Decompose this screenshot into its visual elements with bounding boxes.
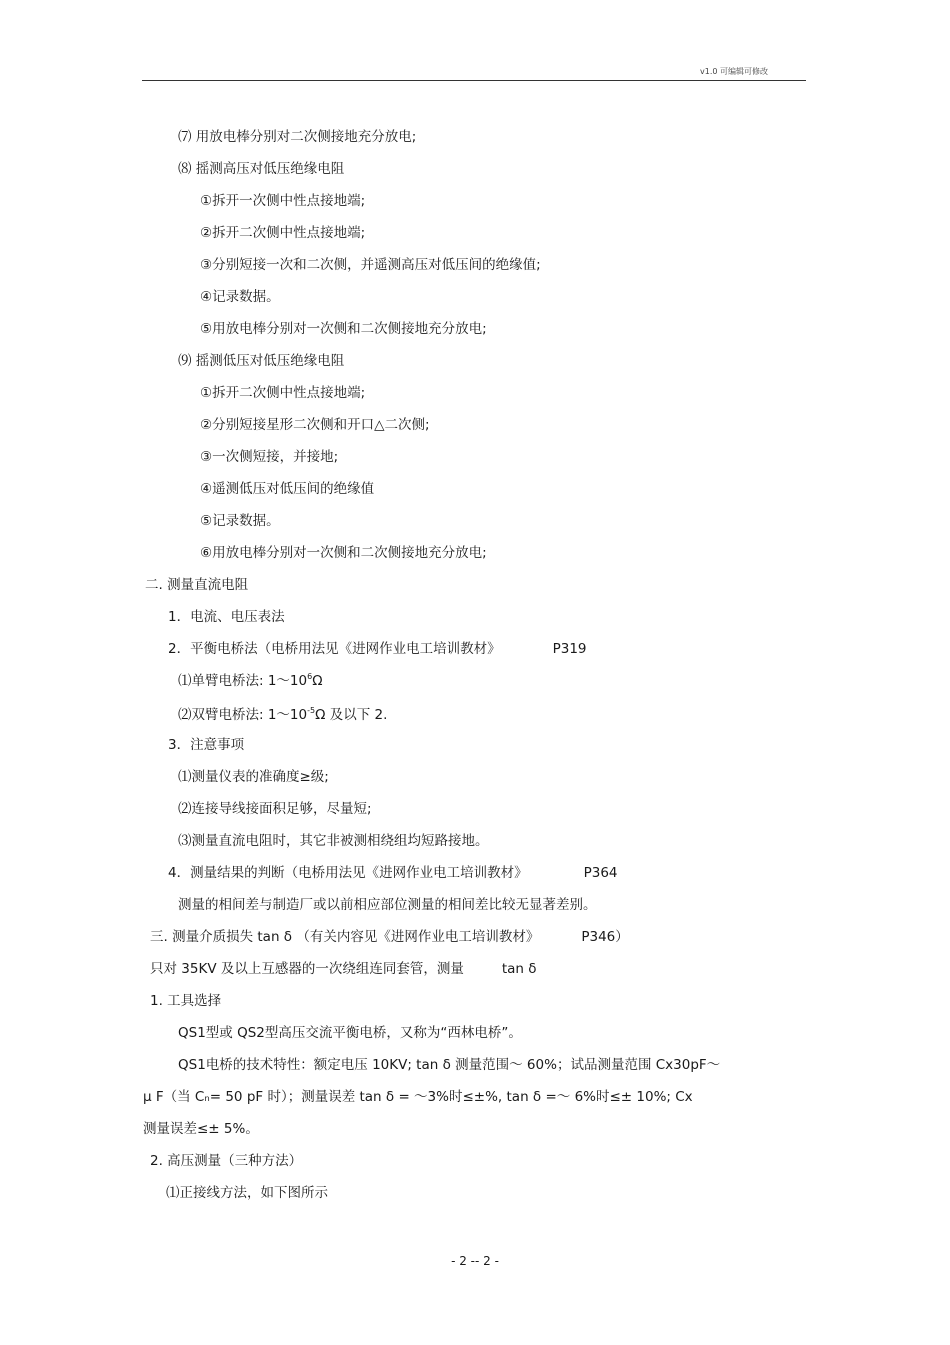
single-arm-text: ⑴单臂电桥法: 1～10 [178, 673, 308, 689]
section-3-scope [150, 960, 537, 978]
exponent: -5 [307, 706, 316, 715]
section-2-item [168, 864, 618, 882]
step-8-item: ④记录数据。 [200, 289, 280, 305]
unit: Ω [312, 673, 323, 689]
step-8-item: ②拆开二次侧中性点接地端; [200, 225, 366, 241]
note-item: ⑵连接导线接面积足够，尽量短; [178, 801, 372, 817]
page-number: - 2 -- 2 - [451, 1254, 499, 1268]
tan-delta: tan δ [501, 961, 537, 977]
double-arm-text: ⑵双臂电桥法: 1～10 [178, 707, 308, 723]
note-item: ⑴测量仪表的准确度≥级; [178, 769, 329, 785]
section-2-heading: 二. 测量直流电阻 [145, 577, 249, 593]
step-7: ⑺ 用放电棒分别对二次侧接地充分放电; [178, 129, 417, 145]
section-2-item: 3．注意事项 [168, 737, 245, 753]
step-8-item: ③分别短接一次和二次侧，并遥测高压对低压间的绝缘值; [200, 257, 541, 273]
page-ref: P346） [581, 929, 629, 945]
note-item: ⑶测量直流电阻时，其它非被测相绕组均短路接地。 [178, 833, 489, 849]
section-3-item: 2. 高压测量（三种方法） [150, 1153, 303, 1169]
bridge-method-text: 2．平衡电桥法（电桥用法见《进网作业电工培训教材》 [168, 641, 501, 657]
method-item: ⑴正接线方法，如下图所示 [166, 1185, 328, 1201]
unit: Ω 及以下 2. [315, 707, 388, 723]
single-arm-bridge [178, 672, 323, 690]
step-9-item: ④遥测低压对低压间的绝缘值 [200, 481, 375, 497]
version-note: v1.0 可编辑可修改 [700, 67, 768, 76]
section-2-item: 1．电流、电压表法 [168, 609, 285, 625]
exponent: 6 [307, 672, 313, 681]
judgement-paragraph: 测量的相间差与制造厂或以前相应部位测量的相间差比较无显著差别。 [178, 897, 597, 913]
section-3-item: 1. 工具选择 [150, 993, 222, 1009]
step-8: ⑻ 摇测高压对低压绝缘电阻 [178, 161, 345, 177]
page-ref: P319 [552, 641, 587, 657]
step-9-item: ②分别短接星形二次侧和开口△二次侧; [200, 417, 430, 433]
step-8-item: ①拆开一次侧中性点接地端; [200, 193, 366, 209]
step-9-item: ①拆开二次侧中性点接地端; [200, 385, 366, 401]
tool-paragraph: QS1型或 QS2型高压交流平衡电桥，又称为“西林电桥”。 [178, 1025, 522, 1041]
step-9-item: ⑤记录数据。 [200, 513, 280, 529]
step-9-item: ③一次侧短接，并接地; [200, 449, 339, 465]
scope-text: 只对 35KV 及以上互感器的一次绕组连同套管，测量 [150, 961, 464, 977]
header-rule [142, 80, 806, 81]
tool-spec-line: QS1电桥的技术特性：额定电压 10KV; tan δ 测量范围～ 60%；试品测量范围 Cx30pF～ [178, 1057, 721, 1073]
step-9-item: ⑥用放电棒分别对一次侧和二次侧接地充分放电; [200, 545, 487, 561]
step-9: ⑼ 摇测低压对低压绝缘电阻 [178, 353, 345, 369]
step-8-item: ⑤用放电棒分别对一次侧和二次侧接地充分放电; [200, 321, 487, 337]
double-arm-bridge [178, 706, 387, 724]
tool-spec-line: μ F（当 Cₙ= 50 pF 时）；测量误差 tan δ = ～3%时≤±%, tan δ =～ 6%时≤± 10%; Cx [143, 1089, 693, 1105]
tool-spec-line: 测量误差≤± 5%。 [143, 1121, 259, 1137]
section-3-text: 三. 测量介质损失 tan δ （有关内容见《进网作业电工培训教材》 [150, 929, 540, 945]
judgement-text: 4．测量结果的判断（电桥用法见《进网作业电工培训教材》 [168, 865, 528, 881]
page-ref: P364 [583, 865, 618, 881]
section-3-heading [150, 928, 629, 946]
section-2-item [168, 640, 587, 658]
